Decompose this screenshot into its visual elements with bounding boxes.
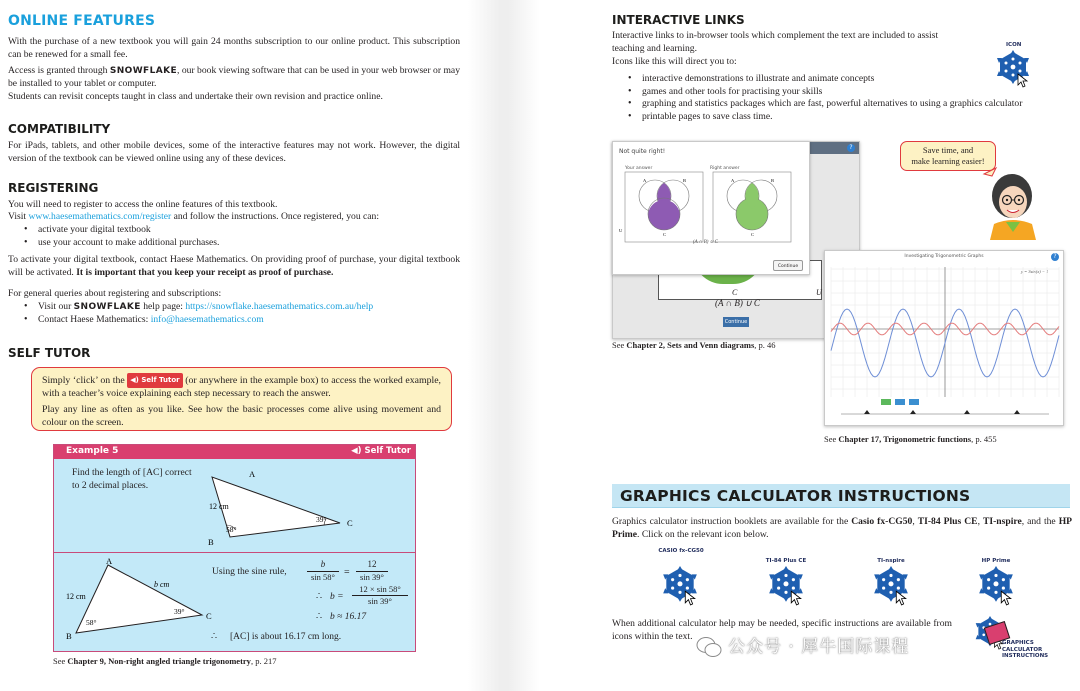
- example-title: Example 5: [66, 446, 119, 456]
- online-features-p1: With the purchase of a new textbook you will gain 24 months subscription to our online product. This subscription can be renewed for a small fee.: [8, 36, 460, 60]
- text-span: and follow the instructions. Once registered, you can:: [171, 211, 379, 222]
- example-header: [54, 445, 415, 459]
- registering-p1: You will need to register to access the online features of this textbook.: [8, 199, 278, 210]
- icon-label: ICON: [1006, 42, 1022, 48]
- venn-label-c: C: [732, 288, 738, 297]
- sine-rule-label: Using the sine rule,: [212, 566, 287, 577]
- text-span: Access is granted through: [8, 65, 110, 76]
- venn-label-b: B: [771, 178, 775, 183]
- text-span: . Click on the relevant icon below.: [637, 528, 769, 540]
- angle-b-label: 58°: [226, 525, 237, 534]
- graphics-calculator-banner: [612, 484, 1070, 508]
- wechat-icon: [696, 636, 722, 658]
- text-span: Visit: [8, 211, 29, 222]
- fraction-numerator: b: [307, 559, 339, 572]
- trig-window-title: Investigating Trigonometric Graphs: [904, 254, 984, 259]
- registering-p3: [8, 254, 460, 279]
- bold-text: TI-84 Plus CE: [917, 516, 978, 527]
- text-span: See: [53, 656, 68, 666]
- query-bullets: [8, 301, 460, 326]
- your-answer-label: Your answer: [625, 166, 653, 171]
- fraction-denominator: sin 58°: [311, 572, 335, 582]
- side-length-label: 12 cm: [209, 502, 229, 511]
- registering-heading: REGISTERING: [8, 181, 99, 195]
- speech-line: make learning easier!: [911, 155, 985, 166]
- self-tutor-box: [31, 367, 452, 431]
- right-answer-label: Right answer: [710, 166, 740, 171]
- right-page: [540, 0, 1080, 691]
- angle-c-label: 39°: [174, 607, 185, 616]
- venn-label-a: A: [643, 178, 647, 183]
- registering-bullets: [8, 224, 460, 249]
- text-span: Contact Haese Mathematics:: [38, 313, 151, 325]
- corner-label-line: CALCULATOR: [1002, 646, 1043, 653]
- venn-expression: (A ∩ B) ∪ C: [715, 298, 760, 308]
- text-span: help page:: [140, 301, 186, 312]
- text-span: To activate your digital textbook, contact Haese Mathematics. On providing proof of purchase, your digital textbook will be activated.: [8, 254, 460, 278]
- venn-label-a: A: [731, 178, 735, 183]
- snowflake-icon[interactable]: [873, 566, 909, 606]
- bold-text: Casio fx-CG50: [851, 516, 913, 527]
- self-tutor-heading: SELF TUTOR: [8, 346, 91, 360]
- example-caption: [53, 656, 276, 667]
- interactive-links-p2: Icons like this will direct you to:: [612, 56, 737, 67]
- teacher-avatar: [980, 166, 1042, 240]
- continue-button[interactable]: Continue: [724, 319, 748, 325]
- angle-b-label: 58°: [86, 618, 97, 627]
- venn-small-expression: (A ∩ B) ∪ C: [693, 240, 718, 245]
- bold-text: HP Prime: [612, 516, 1073, 540]
- vertex-a-label: A: [249, 469, 256, 479]
- trig-legend: y = 3sin(x) − 1: [1021, 269, 1049, 274]
- interactive-links-heading: INTERACTIVE LINKS: [612, 13, 745, 27]
- wechat-glyph: [696, 636, 722, 658]
- self-tutor-p2: Play any line as often as you like. See how the basic processes come alive using movement and colour on the screen.: [42, 404, 441, 428]
- calculator-label: TI-84 Plus CE: [765, 558, 807, 564]
- register-link[interactable]: www.haesemathematics.com/register: [28, 211, 172, 222]
- list-item: • graphing and statistics packages which are fast, powerful alternatives to using a graphics calculator: [612, 98, 1072, 111]
- example-question-line-1: Find the length of [AC] correct: [72, 467, 192, 478]
- calculator-casio-button[interactable]: [656, 548, 706, 562]
- self-tutor-p1: [42, 373, 441, 400]
- venn-label-u: U: [619, 228, 623, 233]
- venn-caption: [612, 340, 776, 351]
- fraction-denominator: sin 39°: [360, 572, 384, 582]
- interactive-links-p1: Interactive links to in-browser tools which complement the text are included to assist teaching and learning.: [612, 30, 939, 54]
- vertex-b-label: B: [66, 631, 72, 641]
- trig-graph-canvas: [827, 263, 1063, 425]
- side-ac-label: b cm: [154, 580, 170, 589]
- vertex-c-label: C: [347, 518, 353, 528]
- calculator-hp-prime-button[interactable]: [971, 558, 1021, 565]
- example-self-tutor-button[interactable]: ◀) Self Tutor: [351, 446, 411, 456]
- text-span: , and the: [1021, 516, 1059, 527]
- text-span: ,: [977, 516, 983, 527]
- left-page: [0, 0, 468, 691]
- vertex-c-label: C: [206, 611, 212, 621]
- therefore-symbol: ∴: [211, 632, 218, 642]
- trig-caption: [824, 434, 997, 445]
- list-item: • interactive demonstrations to illustrate and animate concepts: [612, 73, 1072, 86]
- bold-text: Chapter 17, Trigonometric functions: [838, 434, 972, 444]
- help-icon[interactable]: ?: [1051, 253, 1059, 261]
- online-features-p3: Students can revisit concepts taught in class and undertake their own revision and practice online.: [8, 91, 383, 102]
- bold-text: TI-nspire: [982, 516, 1022, 527]
- venn-label-u: U: [816, 288, 822, 297]
- graphics-calculator-heading: GRAPHICS CALCULATOR INSTRUCTIONS: [620, 487, 971, 505]
- therefore-symbol: ∴: [316, 592, 323, 602]
- snowflake-brand: SNOWFLAKE: [73, 302, 141, 312]
- text-span: See: [824, 434, 839, 444]
- venn-diagrams-pair: [617, 170, 807, 250]
- text-span: , p. 46: [754, 340, 776, 350]
- equals-sign: =: [344, 567, 350, 578]
- list-item: • printable pages to save class time.: [612, 111, 1072, 124]
- self-tutor-button[interactable]: ◀) Self Tutor: [127, 373, 182, 388]
- graphics-calculator-p1: [612, 516, 1072, 541]
- calculator-label: TI-nspire: [877, 558, 905, 564]
- corner-instructions-label: [1002, 640, 1062, 660]
- text-span: Visit our: [38, 301, 74, 312]
- side-ab-label: 12 cm: [66, 592, 86, 601]
- example-box[interactable]: [53, 444, 416, 652]
- list-item: • use your account to make additional purchases.: [8, 237, 460, 250]
- text-span: Graphics calculator instruction booklets are available for the: [612, 516, 852, 527]
- list-item: • activate your digital textbook: [8, 224, 460, 237]
- therefore-symbol: ∴: [316, 612, 323, 622]
- calculator-label: CASIO fx-CG50: [658, 548, 704, 554]
- venn-label-c: C: [751, 232, 755, 237]
- text-span: See: [612, 340, 627, 350]
- example-conclusion: [AC] is about 16.17 cm long.: [230, 632, 342, 642]
- calculator-label: HP Prime: [981, 558, 1011, 564]
- online-features-p2: [8, 65, 460, 90]
- dialog-continue-button[interactable]: Continue: [773, 260, 803, 271]
- bold-text: It is important that you keep your receipt as proof of purchase.: [76, 266, 334, 278]
- list-item: • games and other tools for practising your skills: [612, 86, 1072, 99]
- text-span: , our book viewing software that can be used in your web browser or may be installed to your tablet or computer.: [8, 65, 460, 89]
- bold-text: Chapter 2, Sets and Venn diagrams: [626, 340, 755, 350]
- snowflake-icon[interactable]: [662, 566, 698, 606]
- example-question-line-2: to 2 decimal places.: [72, 480, 149, 491]
- angle-c-label: 39°: [316, 515, 327, 524]
- calculator-tinspire-button[interactable]: [866, 558, 916, 565]
- watermark-text: 公众号 · 犀牛国际课程: [728, 637, 910, 657]
- fraction-denominator: sin 39°: [368, 596, 392, 606]
- dialog-title: Not quite right!: [619, 148, 666, 155]
- list-item: [8, 314, 460, 327]
- trig-graph-screenshot[interactable]: [824, 250, 1064, 426]
- corner-label-line: INSTRUCTIONS: [1002, 653, 1049, 659]
- snowflake-icon[interactable]: [978, 566, 1014, 606]
- text-span: ,: [912, 516, 918, 527]
- equation-lhs: b =: [330, 592, 344, 602]
- equation-result: b ≈ 16.17: [330, 612, 367, 622]
- fraction-numerator: 12 × sin 58°: [352, 584, 408, 596]
- online-features-heading: ONLINE FEATURES: [8, 13, 156, 29]
- venn-label-b: B: [683, 178, 687, 183]
- bold-text: Chapter 9, Non-right angled triangle trigonometry: [67, 656, 251, 666]
- snowflake-brand: SNOWFLAKE: [109, 66, 178, 76]
- compatibility-p1: For iPads, tablets, and other mobile devices, some of the interactive features may not work. However, the digital version of the textbook can be viewed online using any of these devices.: [8, 140, 460, 164]
- page-gutter: [468, 0, 540, 691]
- venn-feedback-dialog[interactable]: [612, 141, 810, 275]
- help-page-link[interactable]: https://snowflake.haesemathematics.com.au/help: [185, 301, 374, 312]
- text-span: , p. 455: [971, 434, 997, 444]
- registering-p4: For general queries about registering and subscriptions:: [8, 288, 222, 299]
- fraction-numerator: 12: [356, 559, 388, 572]
- text-span: , p. 217: [250, 656, 277, 666]
- snowflake-icon[interactable]: [768, 566, 804, 606]
- text-span: (or anywhere in the example box) to access the worked example, with a teacher’s voice explaining each step necessary to reach the answer.: [42, 375, 441, 399]
- graphics-calculator-p2: When additional calculator help may be needed, specific instructions are available from icons within the text.: [612, 618, 952, 642]
- interactive-links-bullets: [612, 73, 1072, 123]
- list-item: [8, 301, 460, 314]
- vertex-a-label: A: [106, 556, 113, 566]
- registering-p2: [8, 211, 460, 224]
- compatibility-heading: COMPATIBILITY: [8, 122, 111, 136]
- help-icon[interactable]: ?: [847, 144, 855, 152]
- venn-label-c: C: [663, 232, 667, 237]
- triangle-diagram-1: [54, 459, 415, 552]
- text-span: Simply ‘click’ on the: [42, 375, 128, 386]
- corner-label-line: GRAPHICS: [1002, 640, 1034, 646]
- contact-email-link[interactable]: info@haesemathematics.com: [150, 313, 264, 325]
- speech-line: Save time, and: [922, 145, 974, 155]
- calculator-ti84-button[interactable]: [760, 558, 812, 565]
- vertex-b-label: B: [208, 537, 214, 547]
